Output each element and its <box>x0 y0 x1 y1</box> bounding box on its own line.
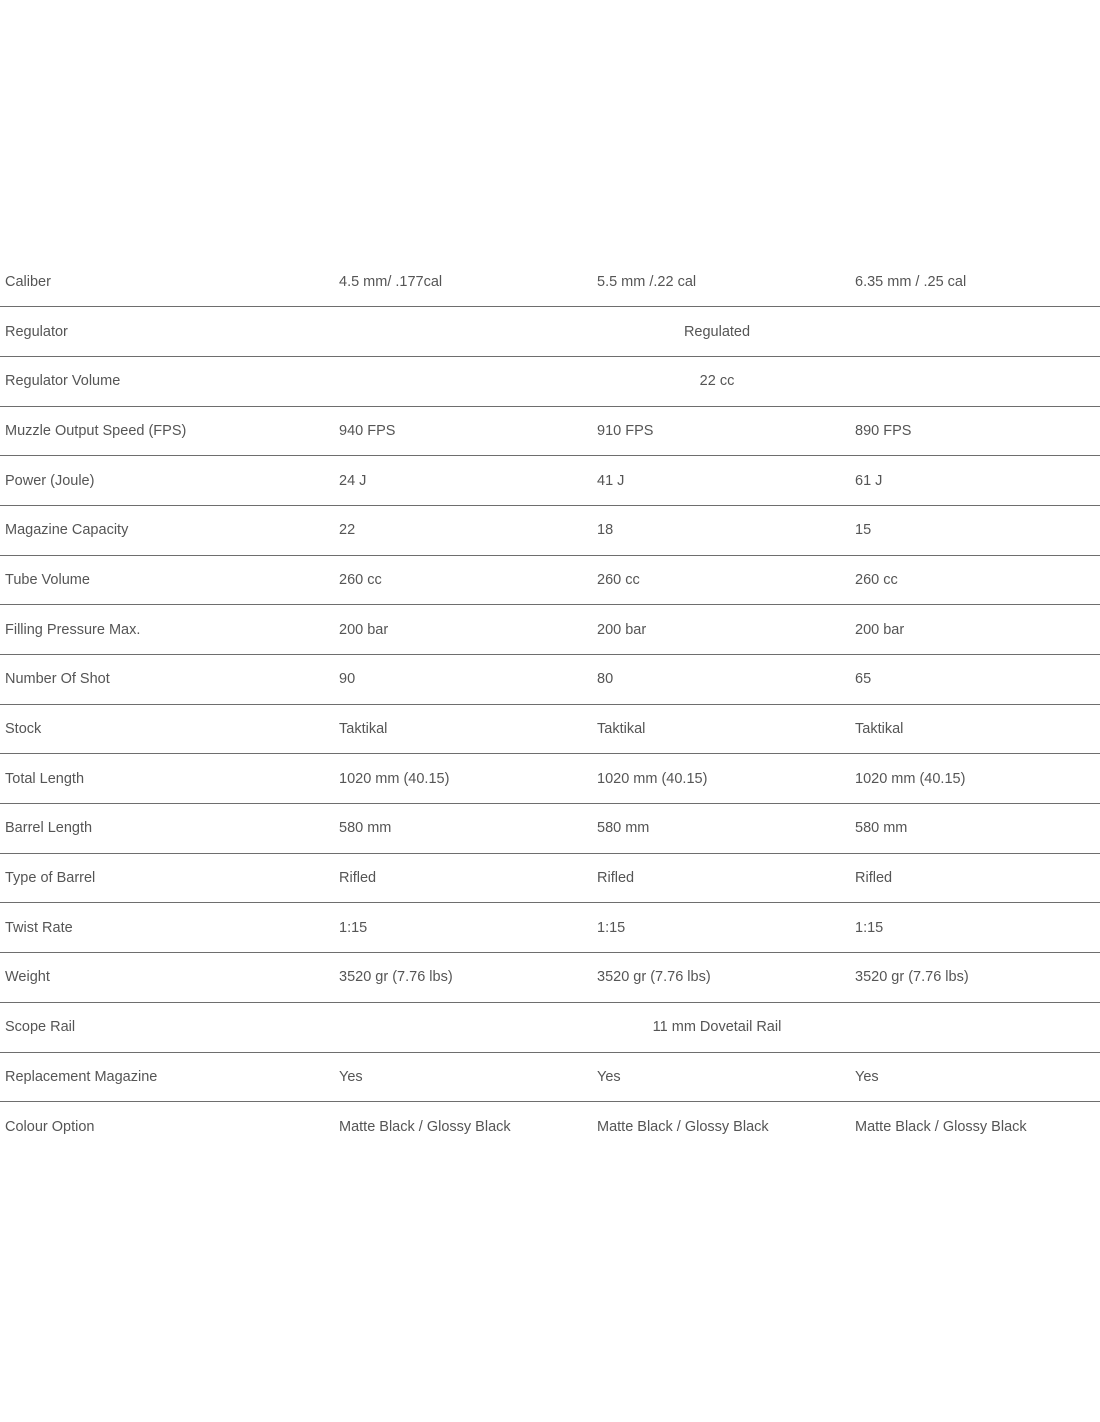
spec-value: 200 bar <box>592 605 850 655</box>
spec-row <box>0 1102 1100 1152</box>
spec-value: 65 <box>850 655 1100 705</box>
spec-label: Type of Barrel <box>0 853 334 903</box>
spec-value: 24 J <box>334 456 592 506</box>
spec-row <box>0 555 1100 605</box>
spec-value: 1:15 <box>334 903 592 953</box>
spec-value: 3520 gr (7.76 lbs) <box>334 953 592 1003</box>
spec-value: 260 cc <box>850 555 1100 605</box>
spec-row <box>0 953 1100 1003</box>
spec-value: 18 <box>592 505 850 555</box>
spec-row <box>0 406 1100 456</box>
spec-label: Regulator <box>0 307 334 357</box>
spec-value: 260 cc <box>592 555 850 605</box>
spec-value: Taktikal <box>592 704 850 754</box>
spec-label: Caliber <box>5 273 51 290</box>
spec-value: 3520 gr (7.76 lbs) <box>850 953 1100 1003</box>
spec-label: Total Length <box>0 754 334 804</box>
spec-value: Yes <box>334 1052 592 1102</box>
spec-label: Scope Rail <box>0 1002 334 1052</box>
spec-label: Replacement Magazine <box>0 1052 334 1102</box>
spec-row <box>0 257 1100 307</box>
spec-value: Matte Black / Glossy Black <box>850 1102 1100 1152</box>
spec-row <box>0 655 1100 705</box>
spec-label: Twist Rate <box>0 903 334 953</box>
spec-row <box>0 456 1100 506</box>
spec-label: Stock <box>0 704 334 754</box>
spec-value: Matte Black / Glossy Black <box>334 1102 592 1152</box>
spec-value: 90 <box>334 655 592 705</box>
spec-table <box>0 257 1100 1151</box>
spec-value: 15 <box>850 505 1100 555</box>
spec-table-body <box>0 257 1100 1151</box>
spec-row <box>0 1052 1100 1102</box>
spec-value: 580 mm <box>334 804 592 854</box>
spec-value: 22 <box>334 505 592 555</box>
spec-row <box>0 356 1100 406</box>
spec-label: Regulator Volume <box>0 356 334 406</box>
spec-value: 1020 mm (40.15) <box>334 754 592 804</box>
spec-label: Colour Option <box>0 1102 334 1152</box>
spec-value: Taktikal <box>850 704 1100 754</box>
spec-value: 3520 gr (7.76 lbs) <box>592 953 850 1003</box>
spec-row <box>0 903 1100 953</box>
spec-label: Barrel Length <box>0 804 334 854</box>
spec-value-merged: 22 cc <box>334 356 1100 406</box>
spec-row <box>0 1002 1100 1052</box>
spec-value: 6.35 mm / .25 cal <box>855 273 967 290</box>
spec-value: 580 mm <box>592 804 850 854</box>
spec-row <box>0 605 1100 655</box>
spec-value-merged: Regulated <box>334 307 1100 357</box>
spec-value: 200 bar <box>850 605 1100 655</box>
spec-value: Taktikal <box>334 704 592 754</box>
spec-value: 910 FPS <box>592 406 850 456</box>
spec-value: 61 J <box>850 456 1100 506</box>
spec-row <box>0 704 1100 754</box>
spec-row <box>0 754 1100 804</box>
spec-label: Number Of Shot <box>0 655 334 705</box>
spec-value: Matte Black / Glossy Black <box>592 1102 850 1152</box>
spec-value: Yes <box>592 1052 850 1102</box>
spec-value: 940 FPS <box>334 406 592 456</box>
spec-label: Power (Joule) <box>0 456 334 506</box>
spec-row <box>0 307 1100 357</box>
spec-label: Tube Volume <box>0 555 334 605</box>
spec-label: Muzzle Output Speed (FPS) <box>0 406 334 456</box>
spec-value: Rifled <box>850 853 1100 903</box>
spec-value: 580 mm <box>850 804 1100 854</box>
spec-value: 260 cc <box>334 555 592 605</box>
spec-value: 4.5 mm/ .177cal <box>339 273 443 290</box>
spec-row <box>0 804 1100 854</box>
spec-row <box>0 505 1100 555</box>
spec-label: Magazine Capacity <box>0 505 334 555</box>
spec-value: 890 FPS <box>850 406 1100 456</box>
spec-value: Yes <box>850 1052 1100 1102</box>
spec-value: Rifled <box>592 853 850 903</box>
spec-value: 41 J <box>592 456 850 506</box>
spec-row <box>0 853 1100 903</box>
spec-label: Filling Pressure Max. <box>0 605 334 655</box>
spec-value-merged: 11 mm Dovetail Rail <box>334 1002 1100 1052</box>
spec-value: 1020 mm (40.15) <box>850 754 1100 804</box>
spec-value: Rifled <box>334 853 592 903</box>
spec-value: 80 <box>592 655 850 705</box>
spec-value: 1020 mm (40.15) <box>592 754 850 804</box>
spec-value: 1:15 <box>850 903 1100 953</box>
spec-value: 200 bar <box>334 605 592 655</box>
spec-value: 1:15 <box>592 903 850 953</box>
spec-label: Weight <box>0 953 334 1003</box>
spec-value: 5.5 mm /.22 cal <box>597 273 697 290</box>
